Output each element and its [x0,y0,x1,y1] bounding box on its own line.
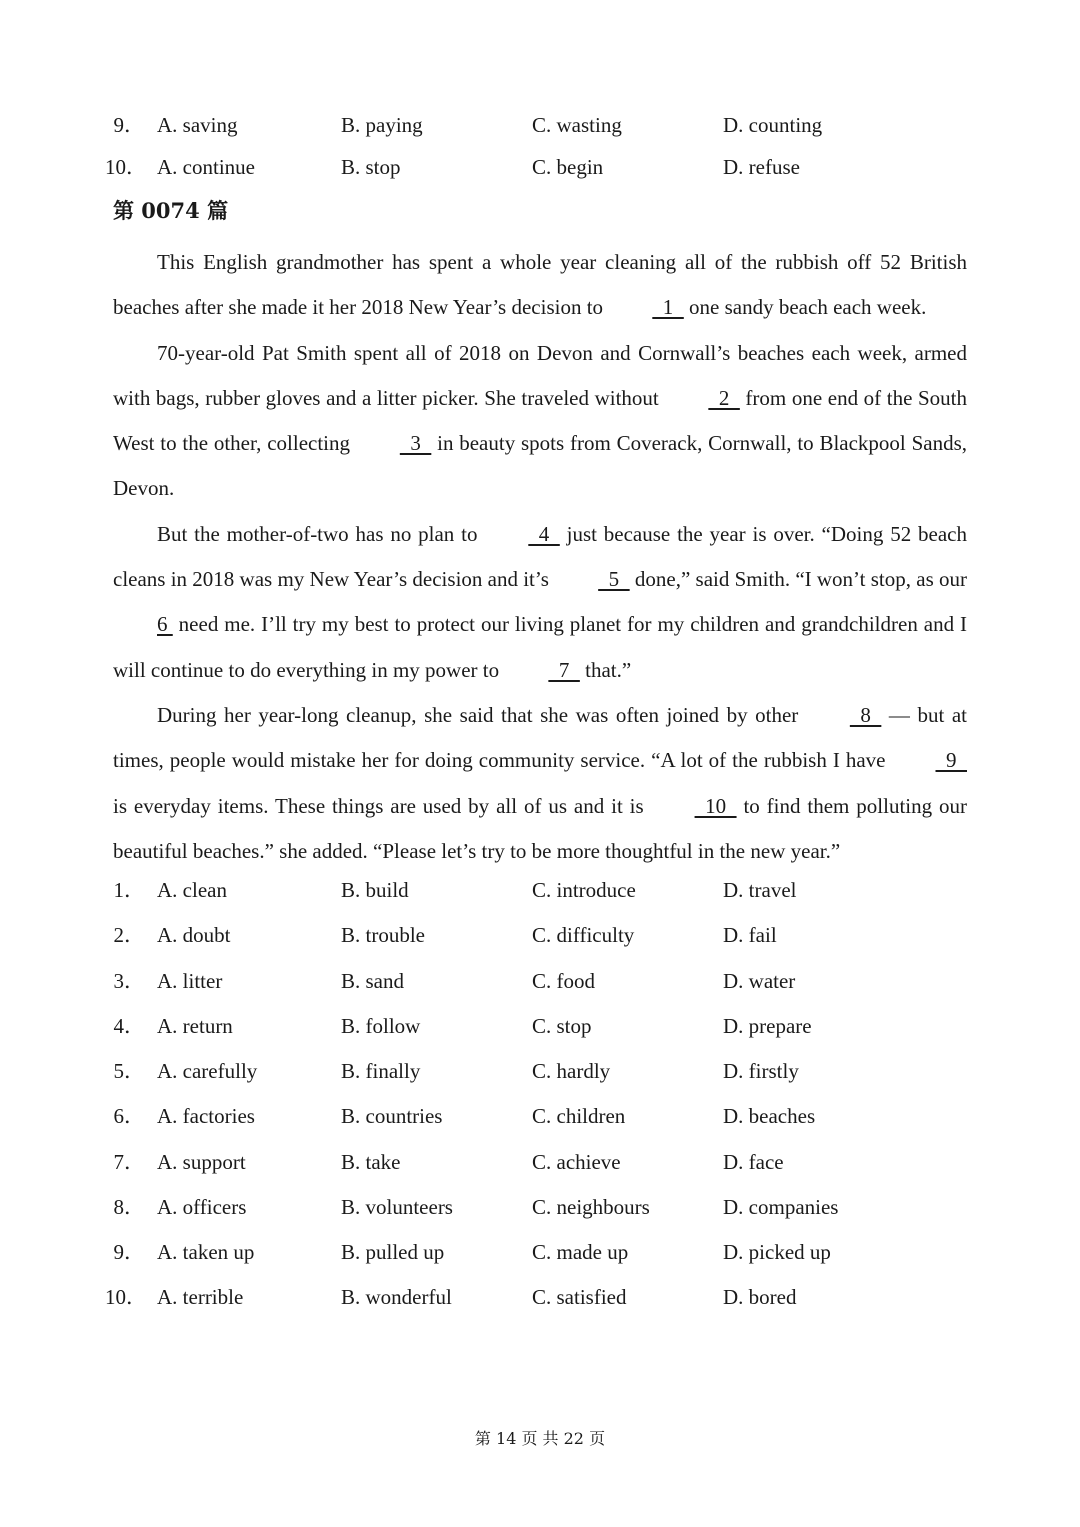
option-number: 6． [113,1104,145,1128]
passage-text: from one end of the South West to the other, collecting [113,385,967,456]
passage-text: in beauty spots from Coverack, Cornwall, to Blackpool Sands, Devon. [113,431,967,501]
option-d: D. companies [723,1195,839,1219]
option-c: C. children [532,1104,626,1128]
passage-text: need me. I’ll try my best to protect our living planet for my children and grandchildren and I will continue to do everything in my power to [113,612,967,682]
option-d: D. refuse [723,155,800,179]
blank-6: 6 [157,612,173,637]
passage-paragraph-3 [113,512,967,693]
option-a: A. terrible [157,1285,244,1309]
option-row [0,1192,1080,1222]
option-b: B. trouble [341,923,425,947]
option-a: A. litter [157,969,223,993]
option-a: A. factories [157,1104,255,1128]
option-number: 1． [113,878,145,902]
option-d: D. beaches [723,1104,816,1128]
blank-5: 5 [598,567,630,592]
blank-4: 4 [528,521,560,546]
blank-3: 3 [399,431,432,456]
option-c: C. wasting [532,113,622,137]
blank-8: 8 [849,702,882,727]
option-d: D. prepare [723,1014,812,1038]
option-d: D. water [723,969,796,993]
option-number: 9． [113,113,145,137]
option-number: 7． [113,1150,145,1174]
passage-text: just because the year is over. “Doing 52 beach cleans in 2018 was my New Year’s decision and it’s [113,521,967,592]
blank-2: 2 [708,385,740,410]
option-b: B. stop [341,155,401,179]
passage-paragraph-2 [113,331,967,512]
option-a: A. officers [157,1195,247,1219]
option-c: C. hardly [532,1059,611,1083]
option-row [0,1237,1080,1267]
option-c: C. begin [532,155,604,179]
option-d: D. counting [723,113,823,137]
option-number: 2． [113,923,145,947]
option-a: A. continue [157,155,255,179]
section-title: 第 0074 篇 [113,198,229,223]
option-b: B. sand [341,969,404,993]
option-a: A. saving [157,113,238,137]
option-c: C. food [532,969,595,993]
page-footer: 第 14 页 共 22 页 [474,1429,606,1448]
option-b: B. follow [341,1014,421,1038]
option-c: C. difficulty [532,923,635,947]
option-d: D. bored [723,1285,797,1309]
option-number: 8． [113,1195,145,1219]
option-c: C. made up [532,1240,629,1264]
passage-text: that.” [579,657,632,682]
option-row [0,1011,1080,1041]
option-number: 10． [105,1285,147,1309]
passage-text: done,” said Smith. “I won’t stop, as our [629,567,967,592]
passage-paragraph-1 [113,240,967,331]
option-c: C. introduce [532,878,636,902]
option-number: 5． [113,1059,145,1083]
option-d: D. firstly [723,1059,799,1083]
option-a: A. carefully [157,1059,258,1083]
option-a: A. support [157,1150,246,1174]
blank-7: 7 [548,657,580,682]
passage-text: But the mother-of-two has no plan to [157,521,485,546]
option-b: B. paying [341,113,423,137]
prev-option-row [0,110,1080,140]
option-a: A. doubt [157,923,231,947]
passage-paragraph-4 [113,693,967,874]
passage-text: is everyday items. These things are used by all of us and it is [113,793,651,818]
passage [113,240,967,874]
passage-text: 70-year-old Pat Smith spent all of 2018 on Devon and Cornwall’s beaches each week, armed with bags, rubber gloves and a litter picker. She traveled without [113,340,967,410]
passage-text: one sandy beach each week. [683,295,927,320]
option-number: 9． [113,1240,145,1264]
option-number: 3． [113,969,145,993]
option-b: B. build [341,878,409,902]
option-row [0,966,1080,996]
option-number: 4． [113,1014,145,1038]
option-row [0,1147,1080,1177]
passage-text: to find them polluting our beautiful beaches.” she added. “Please let’s try to be more thoughtful in the new year.” [113,793,967,863]
passage-text: During her year-long cleanup, she said that she was often joined by other [157,702,806,727]
option-c: C. achieve [532,1150,621,1174]
option-a: A. return [157,1014,233,1038]
blank-9: 9 [935,748,967,773]
option-b: B. countries [341,1104,443,1128]
option-c: C. neighbours [532,1195,650,1219]
option-c: C. satisfied [532,1285,627,1309]
blank-10: 10 [694,793,737,818]
blank-1: 1 [652,295,684,320]
option-d: D. travel [723,878,797,902]
option-b: B. pulled up [341,1240,445,1264]
option-row [0,1282,1080,1312]
option-b: B. finally [341,1059,421,1083]
option-row [0,1101,1080,1131]
option-d: D. face [723,1150,784,1174]
option-a: A. clean [157,878,227,902]
option-d: D. picked up [723,1240,831,1264]
passage-text: — but at times, people would mistake her for doing community service. “A lot of the rubbish I have [113,702,967,773]
option-b: B. take [341,1150,401,1174]
option-d: D. fail [723,923,777,947]
option-row [0,1056,1080,1086]
option-row [0,920,1080,950]
passage-text: This English grandmother has spent a whole year cleaning all of the rubbish off 52 British beaches after she made it her 2018 New Year’s decision to [113,250,967,320]
option-b: B. volunteers [341,1195,453,1219]
option-c: C. stop [532,1014,592,1038]
option-number: 10． [105,155,147,179]
option-a: A. taken up [157,1240,255,1264]
option-b: B. wonderful [341,1285,452,1309]
option-row [0,875,1080,905]
prev-option-row [0,152,1080,182]
